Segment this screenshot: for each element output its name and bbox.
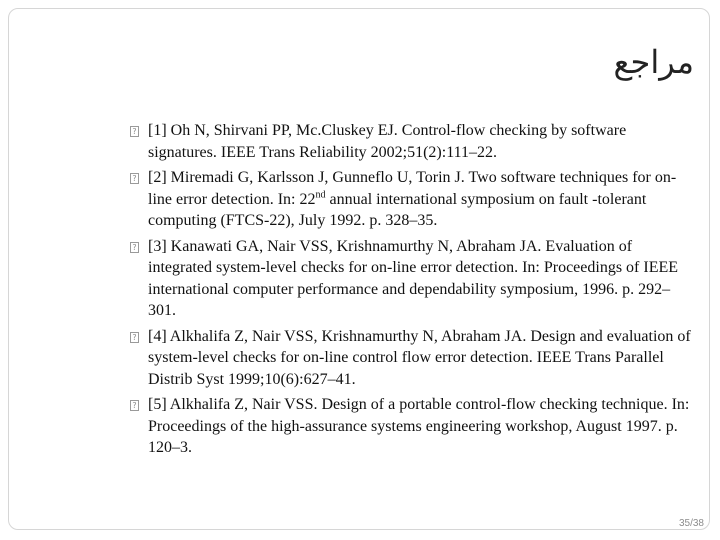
- bullet-icon: ?: [130, 173, 139, 184]
- reference-text-part: annual international symposium on fault -tolerant computing (FTCS-22), July 1992. p. 328–35.: [148, 190, 647, 229]
- reference-text-part: [2] Miremadi G, Karlsson J, Gunneflo U, Torin J. Two software techniques for on-line error detection. In: 22: [148, 169, 677, 208]
- reference-item-5: [132, 394, 697, 459]
- bullet-icon: ?: [130, 400, 139, 411]
- reference-text: [148, 169, 676, 229]
- page-number: 35/38: [678, 518, 704, 529]
- reference-item-4: [132, 326, 697, 391]
- bullet-icon: ?: [130, 242, 139, 253]
- reference-list: [132, 120, 697, 463]
- reference-item-2: [132, 167, 697, 232]
- bullet-icon: ?: [130, 332, 139, 343]
- ordinal-superscript: nd: [315, 189, 326, 201]
- reference-text: [3] Kanawati GA, Nair VSS, Krishnamurthy N, Abraham JA. Evaluation of integrated system-level checks for on-line error detection. In: Proceedings of IEEE international computer performance and dependability symposium, 1996. p. 292–301.: [148, 237, 679, 319]
- reference-item-3: [132, 236, 697, 322]
- slide-title: مراجع: [613, 44, 694, 80]
- reference-text: [5] Alkhalifa Z, Nair VSS. Design of a portable control-flow checking technique. In: Proceedings of the high-assurance systems engineering workshop, August 1997. p. 120–3.: [148, 396, 690, 456]
- reference-text: [1] Oh N, Shirvani PP, Mc.Cluskey EJ. Control-flow checking by software signatures. IEEE Trans Reliability 2002;51(2):111–22.: [148, 122, 627, 161]
- reference-text: [4] Alkhalifa Z, Nair VSS, Krishnamurthy N, Abraham JA. Design and evaluation of system-level checks for on-line control flow error detection. IEEE Trans Parallel Distrib Syst 1999;10(6):627–41.: [148, 327, 691, 388]
- reference-item-1: [132, 120, 697, 163]
- bullet-icon: ?: [130, 126, 139, 137]
